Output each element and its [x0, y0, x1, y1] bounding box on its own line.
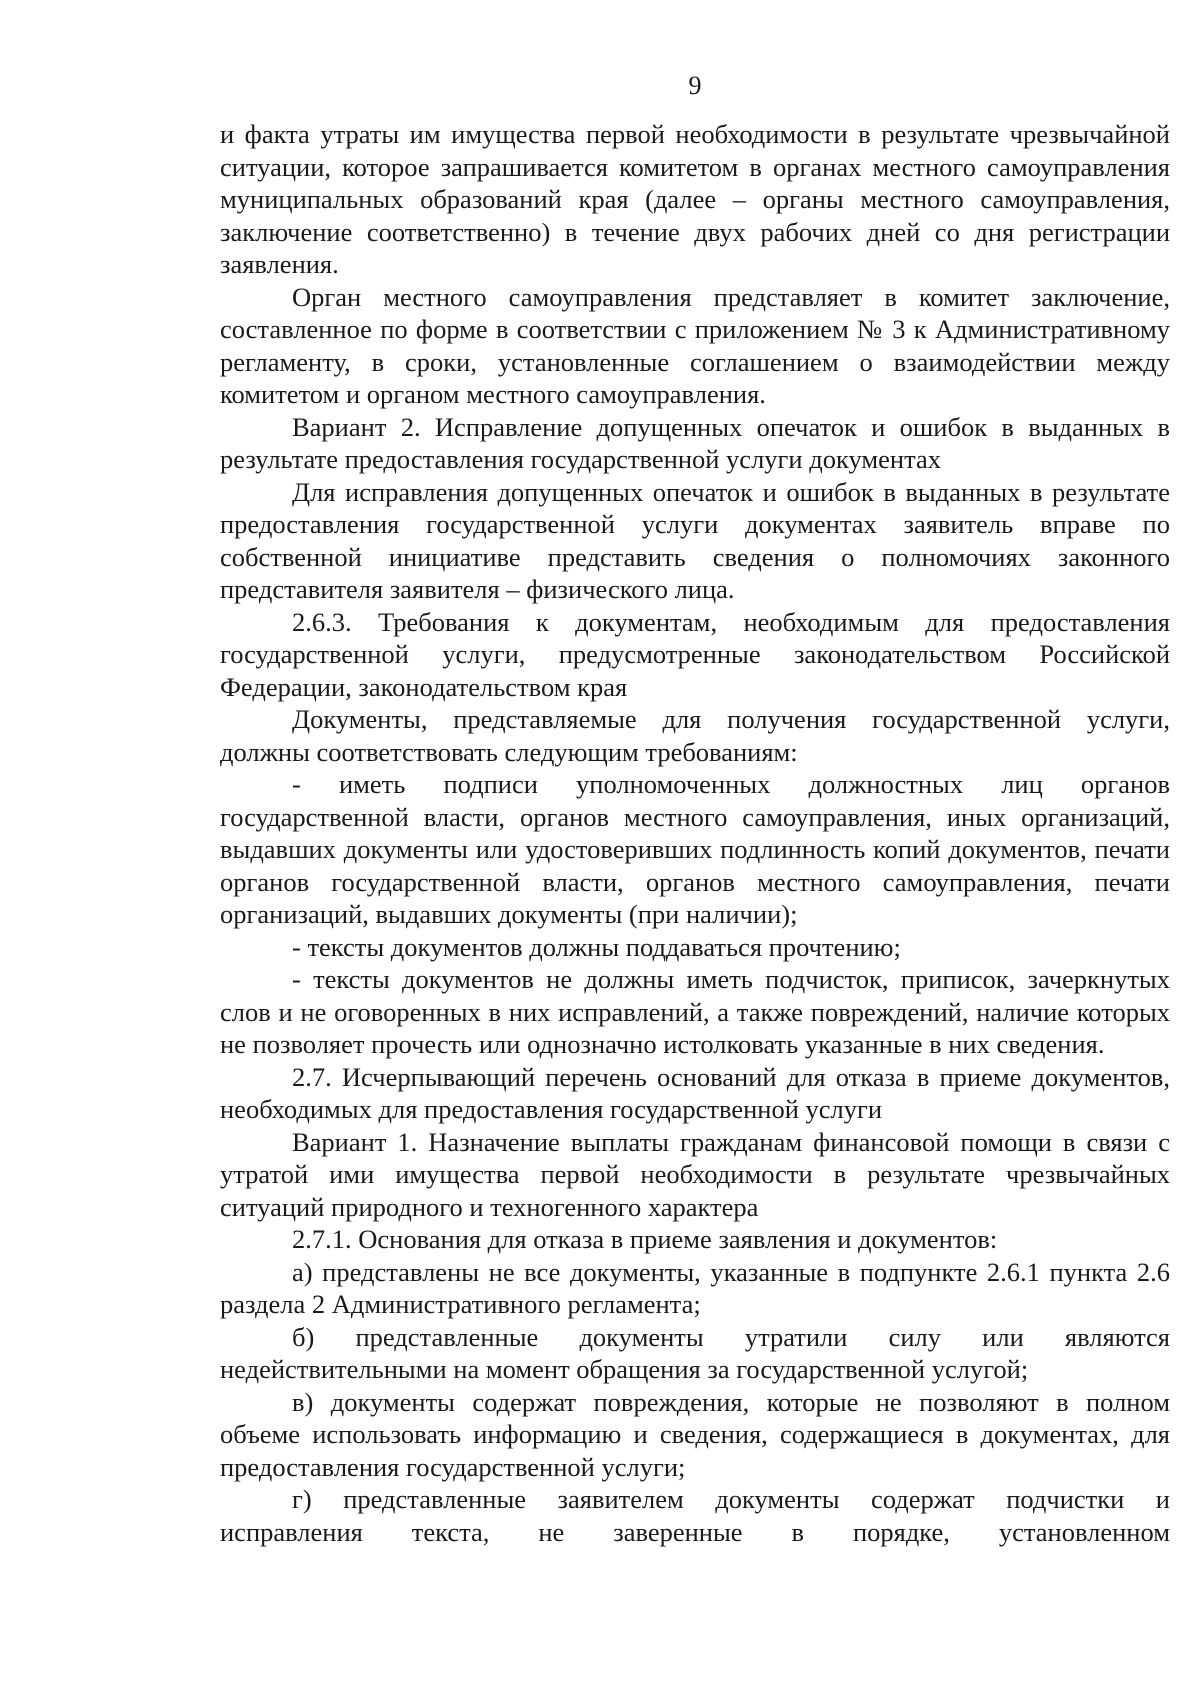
- paragraph: 2.7.1. Основания для отказа в приеме заявления и документов:: [292, 1224, 998, 1254]
- list-item: - тексты документов должны поддаваться прочтению;: [292, 931, 901, 962]
- paragraph: Орган местного самоуправления представляет в комитет заключение, составленное по форме в соответствии с приложением № 3 к Административному регламенту, в сроки, установленные соглашением о взаимодействии между комитетом и органом местного самоуправления.: [220, 281, 1170, 409]
- document-body: [220, 118, 1170, 1548]
- list-item: - иметь подписи уполномоченных должностных лиц органов государственной власти, органов местного самоуправления, иных организаций, выдавших документы или удостоверивших подлинность копий документов, печати органов государственной власти, органов местного самоуправления, печати организаций, выдавших документы (при наличии);: [220, 769, 1170, 929]
- paragraph: Документы, представляемые для получения государственной услуги, должны соответствовать следующим требованиям:: [220, 704, 1170, 767]
- paragraph: Для исправления допущенных опечаток и ошибок в выданных в результате предоставления государственной услуги документах заявитель вправе по собственной инициативе представить сведения о полномочиях законного представителя заявителя – физического лица.: [220, 476, 1170, 604]
- section-heading: 2.7. Исчерпывающий перечень оснований для отказа в приеме документов, необходимых для предоставления государственной услуги: [220, 1061, 1170, 1124]
- paragraph: Вариант 2. Исправление допущенных опечаток и ошибок в выданных в результате предоставления государственной услуги документах: [220, 411, 1170, 474]
- page-number: 9: [688, 71, 702, 100]
- list-item: - тексты документов не должны иметь подчисток, приписок, зачеркнутых слов и не оговоренных в них исправлений, а также повреждений, наличие которых не позволяет прочесть или однозначно истолковать указанные в них сведения.: [220, 964, 1170, 1059]
- list-item: а) представлены не все документы, указанные в подпункте 2.6.1 пункта 2.6 раздела 2 Административного регламента;: [220, 1256, 1170, 1319]
- list-item: б) представленные документы утратили силу или являются недействительными на момент обращения за государственной услугой;: [220, 1321, 1170, 1384]
- list-item: в) документы содержат повреждения, которые не позволяют в полном объеме использовать информацию и сведения, содержащиеся в документах, для предоставления государственной услуги;: [220, 1386, 1170, 1482]
- paragraph: и факта утраты им имущества первой необходимости в результате чрезвычайной ситуации, которое запрашивается комитетом в органах местного самоуправления муниципальных образований края (далее – органы местного самоуправления, заключение соответственно) в течение двух рабочих дней со дня регистрации заявления.: [220, 119, 1170, 279]
- list-item: г) представленные заявителем документы содержат подчистки и исправления текста, не заверенные в порядке, установленном: [220, 1484, 1170, 1547]
- paragraph: 2.6.3. Требования к документам, необходимым для предоставления государственной услуги, предусмотренные законодательством Российской Федерации, законодательством края: [220, 606, 1170, 702]
- paragraph: Вариант 1. Назначение выплаты гражданам финансовой помощи в связи с утратой ими имущества первой необходимости в результате чрезвычайных ситуаций природного и техногенного характера: [220, 1126, 1170, 1222]
